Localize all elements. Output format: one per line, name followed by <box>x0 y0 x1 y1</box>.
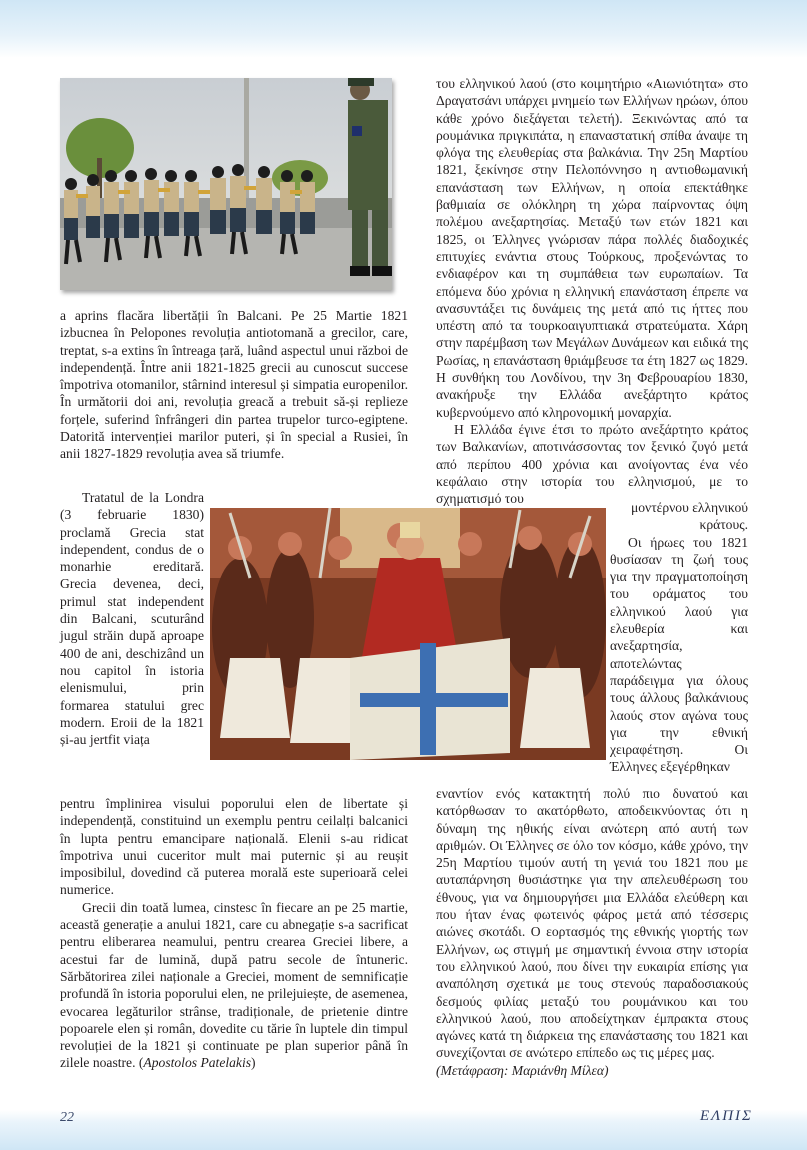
greek-column-top <box>436 75 748 507</box>
greek-column-bottom <box>436 785 748 1079</box>
romanian-column-narrow <box>60 489 204 748</box>
translation-credit: (Μετάφραση: Μαριάνθη Μίλεα) <box>436 1062 609 1078</box>
gr-paragraph-2-narrow: μοντέρνου ελληνικού κράτους. <box>630 500 748 533</box>
magazine-name: ΕΛΠΙΣ <box>700 1108 753 1124</box>
gr-paragraph-2-wide: Η Ελλάδα έγινε έτσι το πρώτο ανεξάρτητο κράτος των Βαλκανίων, αποτινάσσοντας τον ξενικό ζυγό μετά από περίπου 400 χρόνια και ανοίγοντας ένα νέο κεφάλαιο στην ιστορία του ελληνισμού, με το σχηματισμό του <box>436 421 748 507</box>
gr-paragraph-3-narrow: Οι ήρωες του 1821 θυσίασαν τη ζωή τους για την πραγματοποίηση του οράματος του ελληνικού λαού για ελευθερία και ανεξαρτησία, αποτελώντας παράδειγμα για όλους τους άλλους βαλκάνιους λαούς στον αγώνα τους για την εθνική χειραφέτηση. Οι Έλληνες εξεγέρθηκαν <box>610 534 748 775</box>
ro-paragraph-2-narrow: Tratatul de la Londra (3 februarie 1830) proclamă Grecia stat independent, condus de o monarhie ereditară. Grecia devenea, deci, primul stat independent din Balcani, scuturând jugul străin după aproape 400 de ani, deschizând un nou capitol în istoria elenismului, prin formarea statului grec modern. Eroii de la 1821 și-au jertfit viața <box>60 490 204 748</box>
footer-band <box>0 1110 807 1150</box>
ro-paragraph-3 <box>60 899 408 1072</box>
marching-band-photo <box>60 78 392 290</box>
gr-paragraph-3-wide: εναντίον ενός κατακτητή πολύ πιο δυνατού και κατόρθωσαν το ακατόρθωτο, αποδεικνύοντας ότι η δύναμη της ηθικής είναι ανώτερη από αυτή των αριθμών. Οι Έλληνες σε όλο τον κόσμο, κάθε χρόνο, την 25η Μαρτίου τιμούν αυτή τη γενιά του 1821 που με αυταπάρνηση θυσιάστηκε για την απελευθέρωση του έθνους, για να δημιουργήσει μια Ελλάδα ελεύθερη και που ήταν ένας φωτεινός φάρος μετά από τέσσερις αιώνες σκοτάδι. Ο εορτασμός της εθνικής γιορτής των Ελλήνων, ως στιγμή με σημαντική έννοια στην ιστορία του ελληνικού λαού, που δίνει την ευκαιρία επίσης για αναπόληση σχετικά με τους στενούς παραδοσιακούς δεσμούς φιλίας μεταξύ του ρουμάνικου και του ελληνικού λαού, που αποδείχτηκαν έμπρακτα στους αγώνες κατά τη διάρκεια της επανάστασης του 1821 και συνεχίζονται σε ανώτερο επίπεδο ως τις μέρες μας. <box>436 786 748 1061</box>
ro-paragraph-3-close: ) <box>251 1055 256 1071</box>
gr-paragraph-1: του ελληνικού λαού (στο κοιμητήριο «Αιωνιότητα» στο Δραγατσάνι υπάρχει μνημείο των Ελλήνων ηρώων, όπου κάθε χρόνο διεξάγεται τελετή). Ξεκινώντας από τα ρουμάνικα πριγκιπάτα, η επαναστατική σπίθα άναψε τη φλόγα της ελευθερίας στα βαλκάνια. Την 25η Μαρτίου 1821, ξεκίνησε στην Πελοπόννησο η αντιοθωμανική επανάσταση των Ελλήνων, η οποία επεκτάθηκε βαθμιαία σε ολόκληρη τη χώρα παίρνοντας όψη πολέμου ανεξαρτησίας. Μεταξύ των ετών 1821 και 1825, οι Έλληνες γνώρισαν πάρα πολλές διαδοχικές επιτυχίες ενάντια στους Τούρκους, προξενώντας το ενδιαφέρον και τη συμπάθεια των ευρωπαίων. Τα επόμενα δύο χρόνια η ελληνική επανάσταση έπρεπε να ανασυντάξει τις δυνάμεις της μετά από τις ήττες που υπέστη από τα τουρκοαιγυπτιακά στρατεύματα. Χάρη στην παρέμβαση των Μεγάλων Δυνάμεων και ειδικά της Ρωσίας, η επανάσταση θριάμβευσε τα έτη 1827 ως 1829. Η συνθήκη του Λονδίνου, την 3η Φεβρουαρίου 1830, ανακήρυξε την Ελλάδα ανεξάρτητο κράτος κυβερνούμενο από κληρονομική μοναρχία. <box>436 76 748 420</box>
greek-column-narrow <box>610 499 748 776</box>
author-name: Apostolos Patelakis <box>143 1055 252 1071</box>
ro-paragraph-3-text: Grecii din toată lumea, cinstesc în fiecare an pe 25 martie, această generație a anului 1821, care cu abnegație s-a sacrificat pentru eliberarea neamului, pentru crearea Greciei libere, a acestui far de lumină, după patru secole de întuneric. Sărbătorirea zilei naționale a Greciei, moment de semnificație profundă în istoria poporului elen, ne prilejuiește, de asemenea, evocarea legăturilor strânse, tradiționale, de prietenie dintre popoarele elen și român, dovedite cu tărie în luptele din timpul revoluției de la 1821 și continuate pe plan superior până în zilele noastre. ( <box>60 899 408 1071</box>
ro-paragraph-1: a aprins flacăra libertății în Balcani. Pe 25 Martie 1821 izbucnea în Pelopones revoluția antiotomană a grecilor, care, treptat, s-a extins în întreaga țară, luând aspectul unui război de independență. Între anii 1821-1825 grecii au cunoscut succese împotriva otomanilor, stârnind interesul și simpatia europenilor. În următorii doi ani, revoluția greacă a trebuit să-și replieze forțele, suferind înfrângeri din partea trupelor turco-egiptene. Datorită intervenției marilor puteri, și în special a Rusiei, în anii 1827-1829 revoluția avea să triumfe. <box>60 308 408 462</box>
romanian-column-bottom <box>60 795 408 1072</box>
ro-paragraph-2-wide: pentru împlinirea visului poporului elen de libertate și independență, constituind un exemplu pentru ceilalți balcanici în lupta pentru emancipare națională. Elenii s-au ridicat împotriva unui cuceritor mult mai puternic și au reușit imposibilul, dovedind că puterea morală este superioară celei numerice. <box>60 796 408 898</box>
romanian-column-top <box>60 307 408 463</box>
header-band <box>0 0 807 58</box>
page-number: 22 <box>60 1110 74 1125</box>
revolution-painting <box>210 508 606 760</box>
